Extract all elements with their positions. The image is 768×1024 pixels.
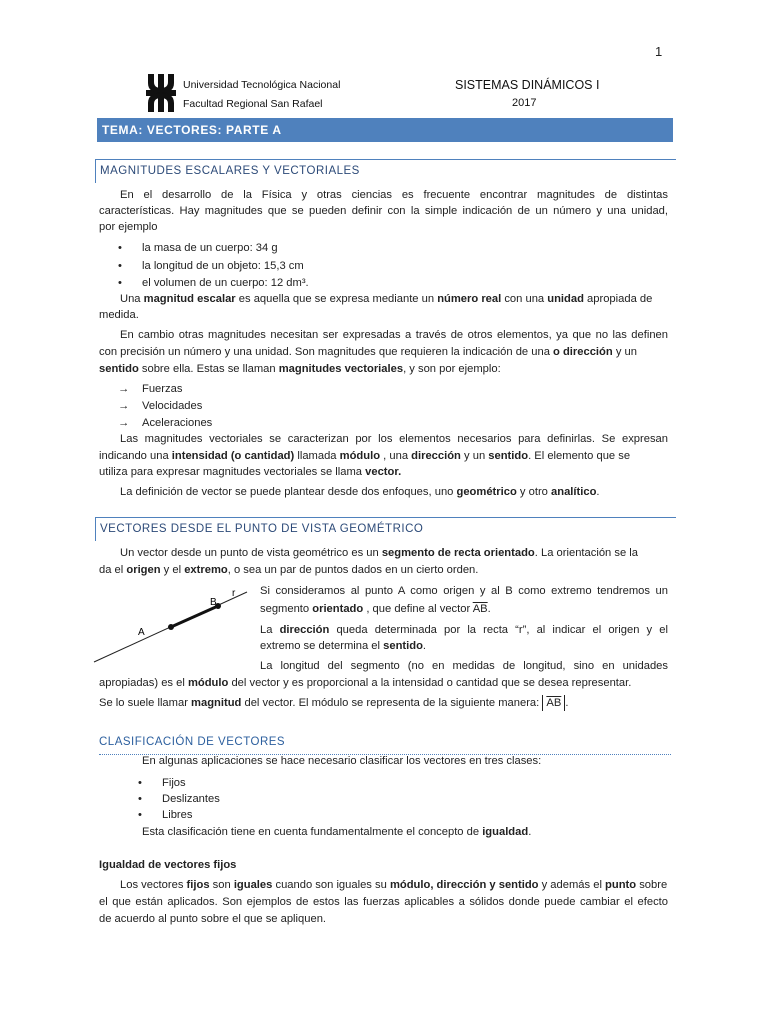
list-item: → Velocidades bbox=[118, 400, 203, 412]
list-item: • el volumen de un cuerpo: 12 dm³. bbox=[118, 277, 309, 289]
list-item: • Deslizantes bbox=[138, 793, 220, 805]
section-heading-magnitudes: MAGNITUDES ESCALARES Y VECTORIALES bbox=[95, 159, 676, 183]
paragraph-line: medida. bbox=[99, 309, 139, 321]
page-number: 1 bbox=[655, 44, 663, 59]
point-a-label: A bbox=[138, 627, 145, 638]
list-item: • la longitud de un objeto: 15,3 cm bbox=[118, 260, 304, 272]
paragraph-line: el que están aplicados. Son ejemplos de estos las fuerzas aplicables a sólidos donde puede cambiar el efecto bbox=[99, 896, 668, 908]
list-item: • Fijos bbox=[138, 777, 186, 789]
paragraph-line: La longitud del segmento (no en medidas de longitud, sino en unidades bbox=[260, 660, 668, 672]
list-item: → Fuerzas bbox=[118, 383, 183, 395]
paragraph-line: En el desarrollo de la Física y otras ciencias es frecuente encontrar magnitudes de distintas bbox=[120, 189, 668, 201]
paragraph-line: por ejemplo bbox=[99, 221, 158, 233]
paragraph-line: Se lo suele llamar magnitud del vector. El módulo se representa de la siguiente manera: $\overline{AB}$ . bbox=[99, 697, 569, 709]
section-heading-classification: CLASIFICACIÓN DE VECTORES bbox=[99, 736, 671, 755]
list-item: → Aceleraciones bbox=[118, 417, 213, 429]
vector-diagram bbox=[92, 588, 252, 668]
paragraph-line: Las magnitudes vectoriales se caracterizan por los elementos necesarios para definirlas. Se expresan bbox=[120, 433, 668, 445]
paragraph-line: En cambio otras magnitudes necesitan ser expresadas a través de otros elementos, ya que no las definen bbox=[120, 329, 668, 341]
paragraph-line: extremo se determina el sentido. bbox=[260, 640, 427, 652]
point-b-label: B bbox=[210, 597, 217, 608]
paragraph-line: con precisión un número y una unidad. Son magnitudes que requieren la indicación de una o dirección y un bbox=[99, 346, 637, 358]
paragraph-line: Esta clasificación tiene en cuenta fundamentalmente el concepto de igualdad. bbox=[142, 826, 532, 838]
module-notation: $\overline{AB}$ bbox=[542, 695, 565, 711]
paragraph-line: características. Hay magnitudes que se pueden definir con la simple indicación de un número y una unidad, bbox=[99, 205, 668, 217]
paragraph-line: utiliza para expresar magnitudes vectoriales se llama vector. bbox=[99, 466, 402, 478]
paragraph-line: Los vectores fijos son iguales cuando son iguales su módulo, dirección y sentido y además el punto sobre bbox=[120, 879, 668, 891]
university-name: Universidad Tecnológica Nacional bbox=[183, 79, 341, 91]
faculty-name: Facultad Regional San Rafael bbox=[183, 98, 323, 110]
paragraph-line: Si consideramos al punto A como origen y al B como extremo tendremos un bbox=[260, 585, 668, 597]
paragraph-line: da el origen y el extremo, o sea un par de puntos dados en un cierto orden. bbox=[99, 564, 479, 576]
paragraph-line: Una magnitud escalar es aquella que se expresa mediante un número real con una unidad apropiada de bbox=[120, 293, 653, 305]
paragraph-line: La definición de vector se puede plantear desde dos enfoques, uno geométrico y otro analítico. bbox=[120, 486, 600, 498]
paragraph-line: de acuerdo al punto sobre el que se apliquen. bbox=[99, 913, 327, 925]
list-item: • Libres bbox=[138, 809, 193, 821]
list-item: • la masa de un cuerpo: 34 g bbox=[118, 242, 278, 254]
paragraph-line: La dirección queda determinada por la recta “r”, al indicar el origen y el bbox=[260, 624, 668, 636]
line-r-label: r bbox=[232, 588, 236, 599]
paragraph-line: apropiadas) es el módulo del vector y es proporcional a la intensidad o cantidad que se desea representar. bbox=[99, 677, 632, 689]
paragraph-line: segmento orientado , que define al vector $\overline{AB}$. bbox=[260, 603, 491, 615]
subheading-fixed-vectors: Igualdad de vectores fijos bbox=[99, 859, 237, 871]
utn-logo-icon bbox=[146, 74, 176, 112]
course-title: SISTEMAS DINÁMICOS I bbox=[455, 78, 600, 92]
topic-banner: TEMA: VECTORES: PARTE A bbox=[97, 118, 673, 142]
paragraph-line: indicando una intensidad (o cantidad) llamada módulo , una dirección y un sentido. El elemento que se bbox=[99, 450, 631, 462]
paragraph-line: En algunas aplicaciones se hace necesario clasificar los vectores en tres clases: bbox=[142, 755, 542, 767]
paragraph-line: Un vector desde un punto de vista geométrico es un segmento de recta orientado. La orientación se la bbox=[120, 547, 639, 559]
section-heading-geometric: VECTORES DESDE EL PUNTO DE VISTA GEOMÉTRICO bbox=[95, 517, 676, 541]
course-year: 2017 bbox=[512, 97, 537, 109]
paragraph-line: sentido sobre ella. Estas se llaman magnitudes vectoriales, y son por ejemplo: bbox=[99, 363, 501, 375]
